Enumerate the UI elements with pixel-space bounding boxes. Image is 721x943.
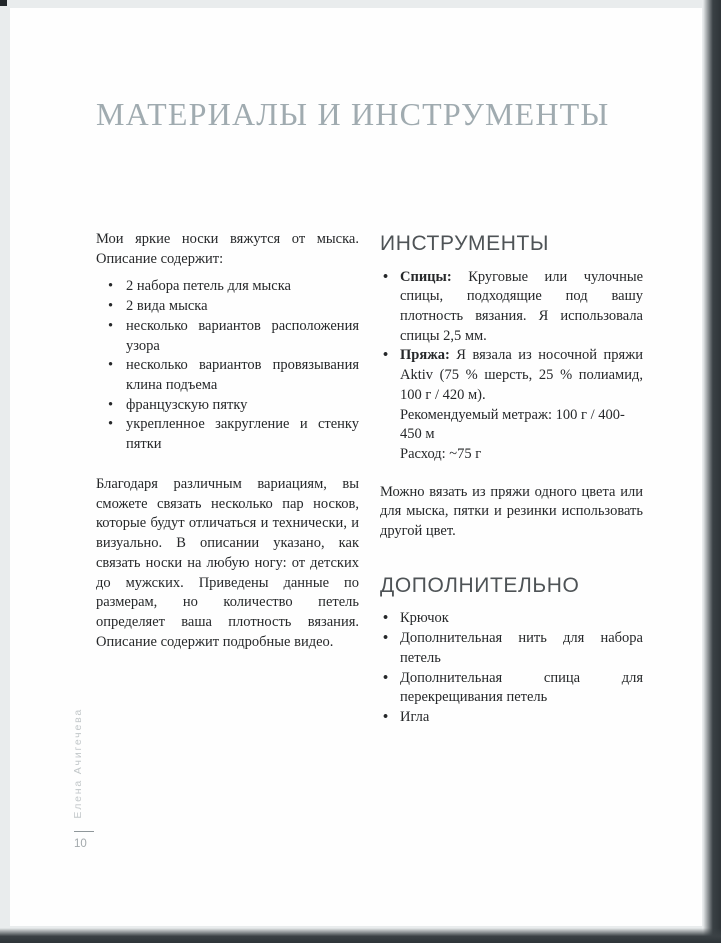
additional-heading: ДОПОЛНИТЕЛЬНО xyxy=(380,573,580,597)
author-name-vertical: Елена Ачигечева xyxy=(72,708,84,819)
list-item xyxy=(96,297,359,317)
features-list xyxy=(96,277,359,454)
list-item xyxy=(380,346,643,464)
page-shadow-bottom xyxy=(0,928,721,943)
list-item-text: несколько вариантов расположения узора xyxy=(126,317,359,354)
page-title: МАТЕРИАЛЫ И ИНСТРУМЕНТЫ xyxy=(96,96,610,132)
right-column xyxy=(380,230,643,728)
list-item xyxy=(380,268,643,347)
list-item-text: французскую пятку xyxy=(126,396,248,413)
list-item-text: 2 вида мыска xyxy=(126,298,208,315)
tool-label: Спицы: xyxy=(400,268,452,285)
list-item-text: несколько вариантов провязывания клина подъема xyxy=(126,357,359,394)
list-item xyxy=(380,669,643,708)
left-column xyxy=(96,230,359,728)
yarn-note-paragraph: Можно вязать из пряжи одного цвета или для мыска, пятки и резинки использовать другой цвет. xyxy=(380,483,643,540)
additional-list xyxy=(380,609,643,727)
page-shadow-right xyxy=(703,0,721,943)
tool-text: Круговые или чулочные спицы, подходящие под вашу плотность вязания. Я использовала спицы 2,5 мм. xyxy=(400,268,644,344)
list-item xyxy=(96,356,359,395)
page-number: 10 xyxy=(74,838,87,850)
list-item xyxy=(380,708,643,728)
tool-note: Рекомендуемый метраж: 100 г / 400-450 м xyxy=(400,406,625,443)
tool-text: Я вязала из носочной пряжи Aktiv (75 % шерсть, 25 % полиамид, 100 г / 420 м). xyxy=(400,347,643,403)
list-item-text: укрепленное закругление и стенку пятки xyxy=(126,416,359,453)
book-page xyxy=(10,8,702,926)
tools-heading: ИНСТРУМЕНТЫ xyxy=(380,232,550,255)
list-item xyxy=(380,609,643,629)
intro-paragraph: Мои яркие носки вяжутся от мыска. Описание содержит: xyxy=(96,231,359,267)
list-item-text: 2 набора петель для мыска xyxy=(126,278,291,295)
list-item xyxy=(96,396,359,416)
list-item-text: Игла xyxy=(400,709,430,726)
corner-mark xyxy=(0,0,7,6)
list-item-text: Дополнительная нить для набора петель xyxy=(400,630,643,666)
list-item xyxy=(380,629,643,668)
list-item-text: Дополнительная спица для перекрещивания петель xyxy=(400,669,643,706)
list-item xyxy=(96,277,359,297)
list-item xyxy=(96,415,359,454)
footer-rule xyxy=(74,831,94,832)
tool-note: Расход: ~75 г xyxy=(400,446,482,463)
description-paragraph: Благодаря различным вариациям, вы сможете связать несколько пар носков, которые будут отличаться и технически, и визуально. В описании указано, как связать носки на любую ногу: от детских до мужских. Приведены данные по размерам, но количество петель определяет ваша плотность вязания. Описание содержит подробные видео. xyxy=(96,475,359,650)
list-item xyxy=(96,317,359,356)
tool-label: Пряжа: xyxy=(400,347,450,364)
tools-list xyxy=(380,268,643,465)
list-item-text: Крючок xyxy=(400,610,449,627)
content-columns xyxy=(96,230,643,728)
